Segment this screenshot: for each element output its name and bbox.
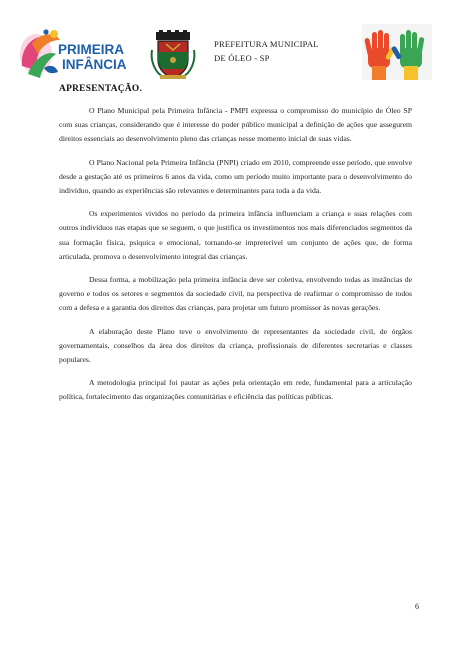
paragraph-4: Dessa forma, a mobilização pela primeira infância deve ser coletiva, envolvendo todas as instâncias de governo e todos os setores e segmentos da sociedade civil, na perspectiva de reafirmar o compromisso de todos com a defesa e a garantia dos direitos das crianças, para projetar um futuro promissor às novas gerações. [59,275,412,313]
header-municipality [214,37,319,65]
section-title: APRESENTAÇÃO. [59,84,143,94]
primeira-infancia-logo-graphic [14,24,126,82]
document-body [59,84,412,414]
header-line-1: PREFEITURA MUNICIPAL [214,39,319,49]
municipal-crest [150,30,196,80]
logo-word-1: PRIMEIRA [58,42,125,57]
logo-word-2: INFÂNCIA [62,57,126,72]
paragraph-3: Os experimentos vividos no período da primeira infância influenciam a criança e suas relações com outros indivíduos nas etapas que se seguem, o que justifica os investimentos nos mais diferenciados segmentos da sua formação física, psíquica e emocional, tornando-se impreterível um conjunto de ações que, de forma articulada, promova o desenvolvimento integral das crianças. [59,209,412,261]
municipal-crest-graphic [150,30,196,80]
primeira-infancia-logo [14,24,126,82]
paragraph-2: O Plano Nacional pela Primeira Infância (PNPI) criado em 2010, compreende esse período, que envolve desde a gestação até os primeiros 6 anos da vida, como um período muito importante para o desenvolvimento do indivíduo, quando as experiências são relevantes e determinantes para toda a da vida. [59,157,412,196]
page-header [0,0,459,86]
paragraph-1: O Plano Municipal pela Primeira Infância - PMPI expressa o compromisso do município de Óleo SP com suas crianças, considerando que é interesse do poder público municipal a definição de ações que assegurem direitos essenciais ao desenvolvimento pleno das crianças nesse momento inicial de suas vidas. [59,106,412,144]
page-number: 6 [415,602,419,611]
painted-hands-graphic [362,24,432,80]
painted-hands-image [362,24,432,80]
paragraph-5: A elaboração deste Plano teve o envolvimento de representantes da sociedade civil, de órgãos governamentais, conselhos da área dos direitos da criança, profissionais de diferentes secretarias e classes populares. [59,326,412,365]
paragraph-6: A metodologia principal foi pautar as ações pela orientação em rede, fundamental para a articulação política, fortalecimento das organizações comunitárias e eficiência das políticas públicas. [59,378,412,402]
header-line-2: DE ÓLEO - SP [214,53,270,63]
